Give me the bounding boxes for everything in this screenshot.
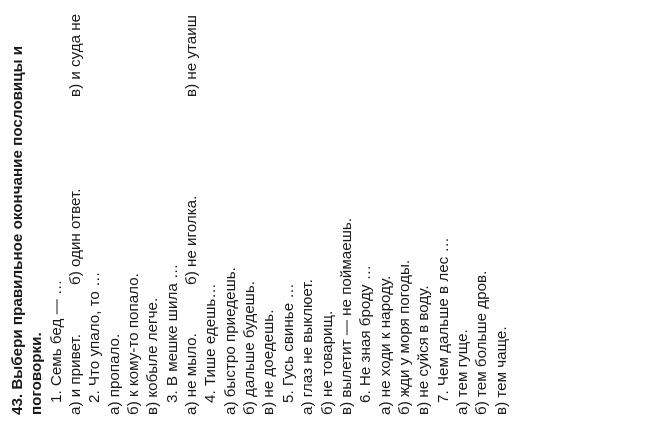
item-7-stem: 7. Чем дальше в лес … [434,237,452,403]
item-7-option-c: в) тем чаще. [492,326,510,415]
item-4-option-b: б) дальше будешь. [241,281,259,415]
item-2-option-a: а) пропало. [105,333,123,415]
item-7-option-a: а) тем гуще. [453,329,471,415]
item-5-option-c: в) вылетит — не поймаешь. [337,217,355,415]
item-5-option-a: а) глаз не выклюет. [299,279,317,415]
task-title-line-1: 43. Выбери правильное окончание пословицы и [9,45,26,415]
item-5-option-b: б) не товарищ. [318,310,336,415]
item-1-option-a: а) и привет. [67,334,85,415]
item-2-stem: 2. Что упало, то … [86,271,104,403]
item-6-option-c: в) не суйся в воду. [415,285,433,415]
item-4-option-c: в) не доедешь. [260,309,278,415]
item-6-stem: 6. Не зная броду … [357,265,375,403]
item-3-option-c: в) не утаиш [183,15,201,97]
item-7-option-b: б) тем больше дров. [473,270,491,415]
item-3-stem: 3. В мешке шила … [163,263,181,403]
item-3-option-b: б) не иголка. [183,195,201,285]
item-5-stem: 5. Гусь свинье … [279,283,297,403]
item-4-stem: 4. Тише едешь… [202,283,220,403]
item-2-option-b: б) к кому-то попало. [125,273,143,415]
item-1-stem: 1. Семь бед — … [47,279,65,403]
item-1-option-b: б) один ответ. [67,188,85,285]
item-1-option-c: в) и суда не [67,13,85,97]
item-1-options [66,10,85,415]
item-2-option-c: в) кобыле легче. [144,297,162,415]
item-6-option-b: б) жди у моря погоды. [395,259,413,415]
item-3-option-a: а) не мыло. [183,333,201,415]
task-title-line-2: поговорки. [28,332,46,415]
item-6-option-a: а) не ходи к народу. [376,275,394,415]
item-4-option-a: а) быстро приедешь. [221,267,239,415]
item-3-options [182,10,201,415]
